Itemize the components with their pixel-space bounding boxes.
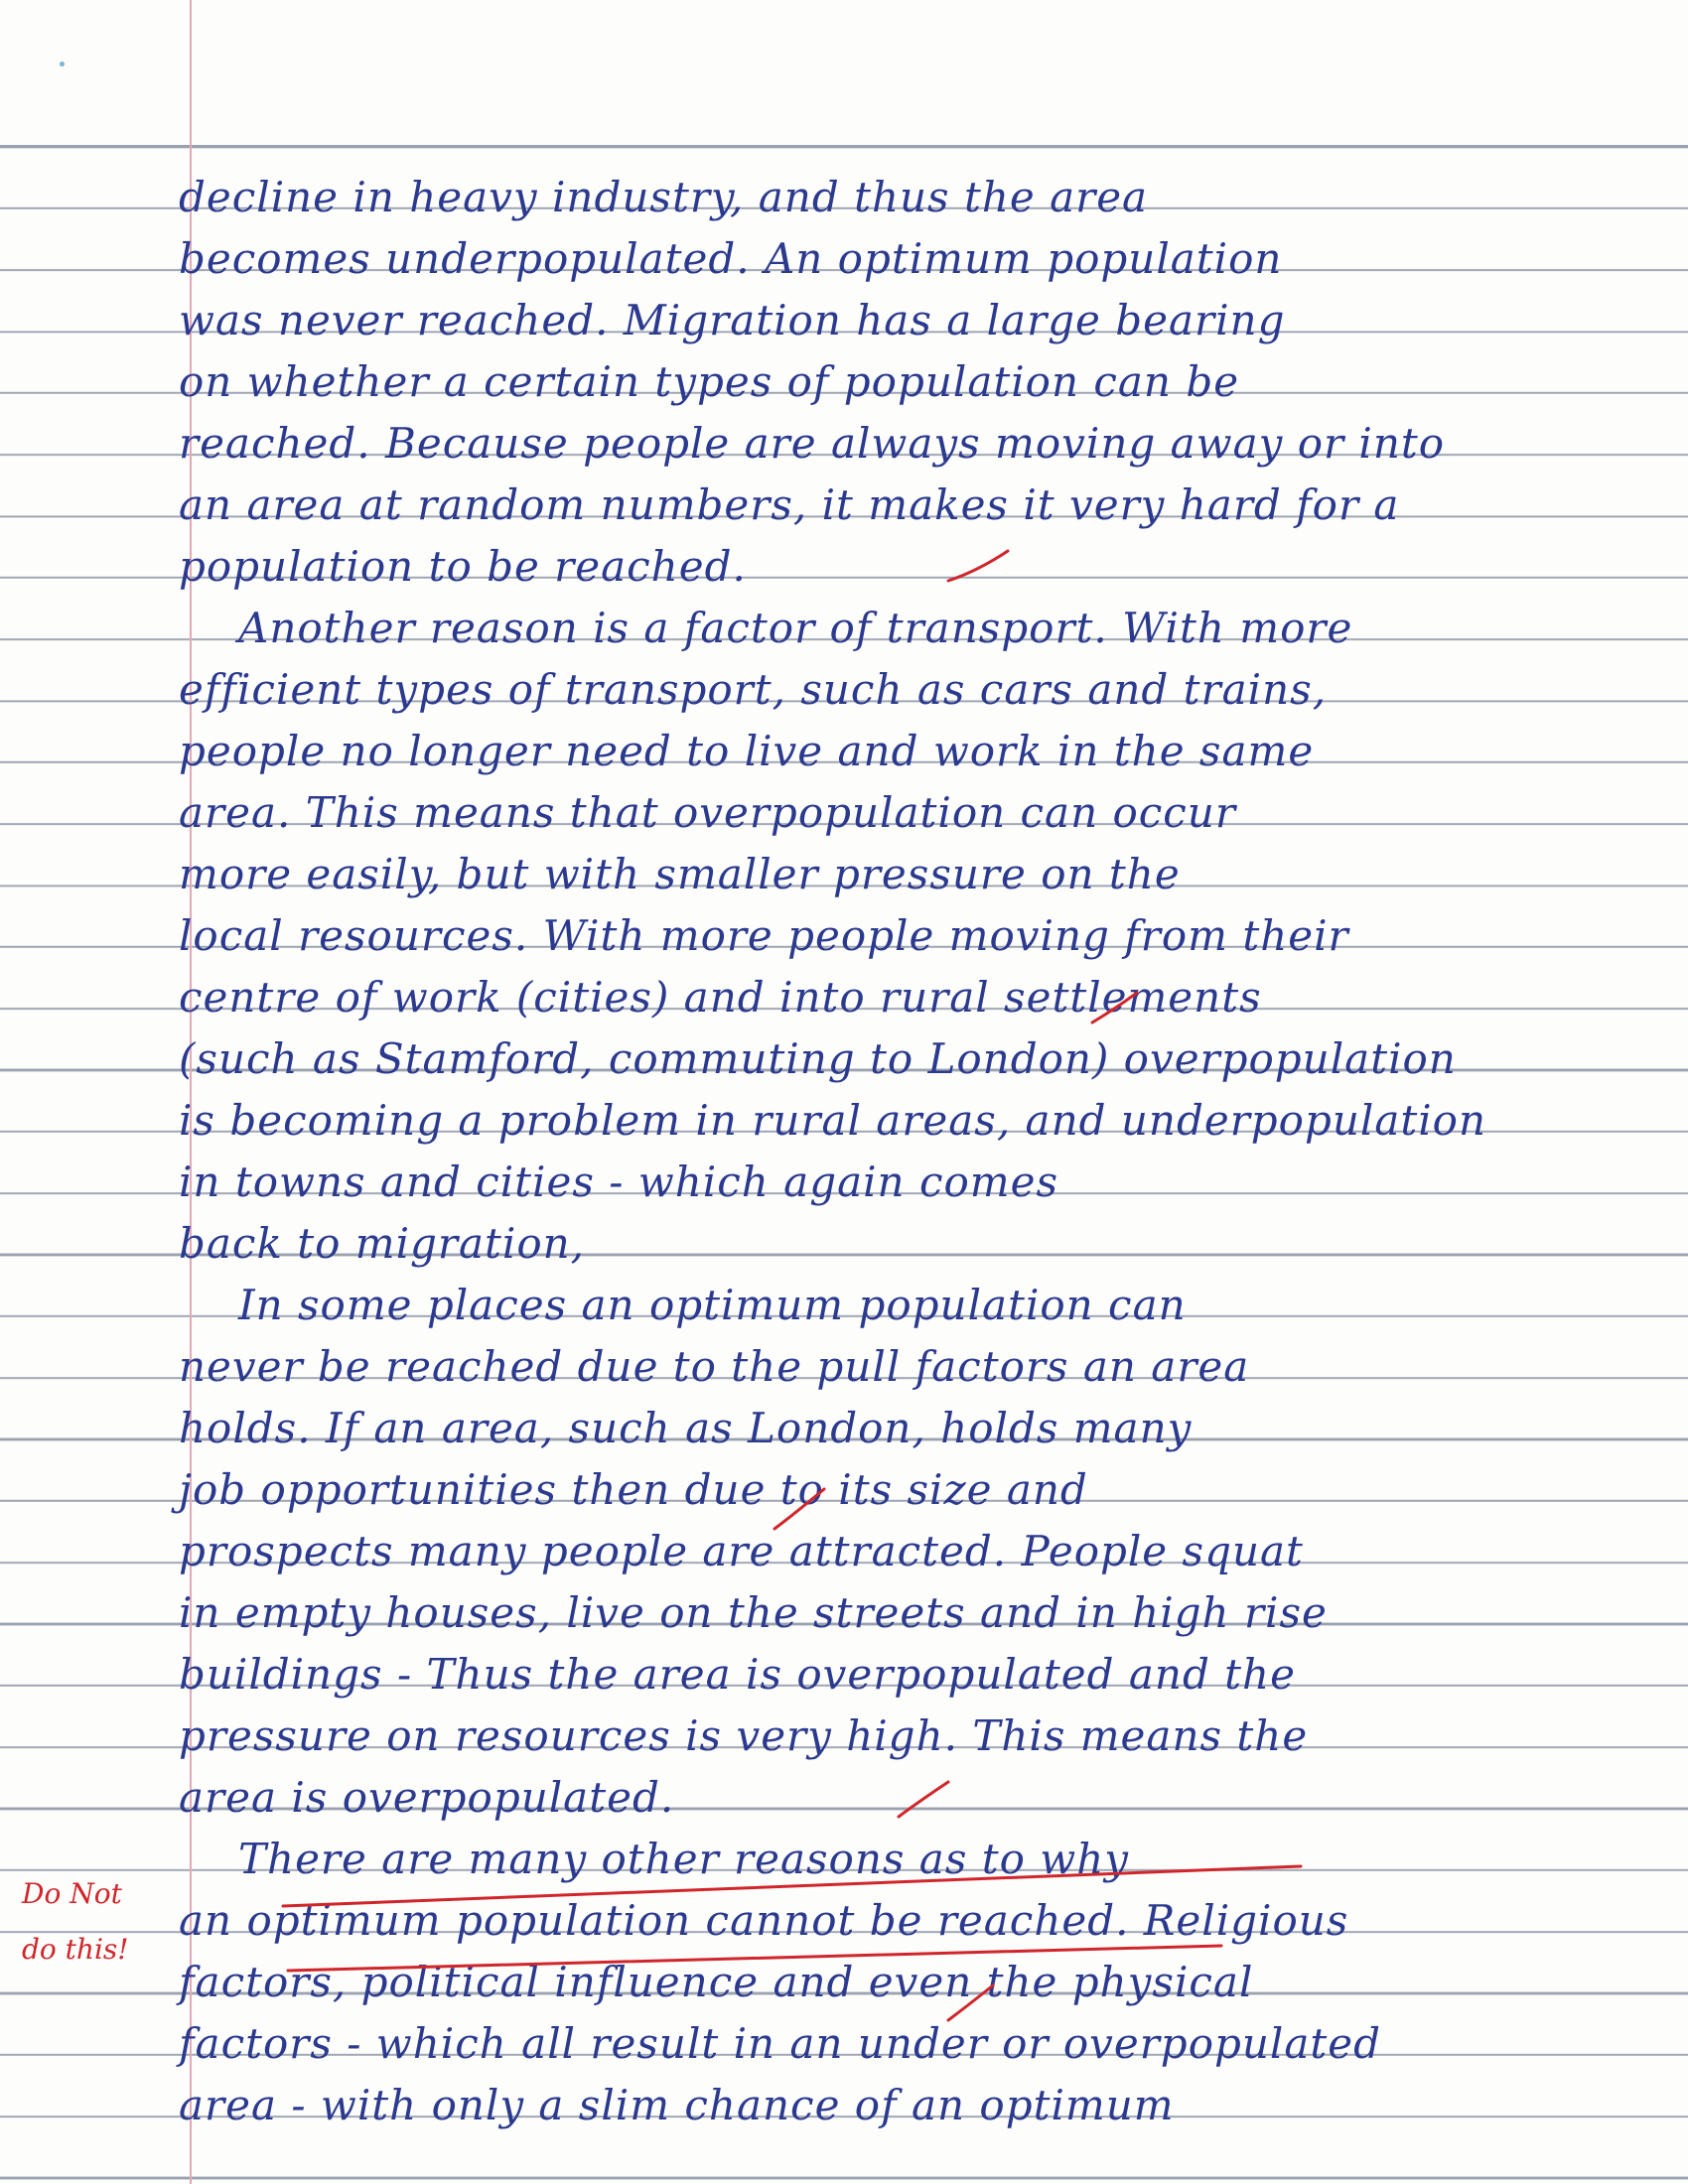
essay-line: factors, political influence and even the physical [179, 1958, 1254, 2006]
essay-line: people no longer need to live and work in the same [179, 727, 1315, 775]
essay-line: in empty houses, live on the streets and in high rise [179, 1588, 1328, 1637]
essay-line: an area at random numbers, it makes it very hard for a [179, 480, 1400, 529]
essay-line: area is overpopulated. [179, 1773, 675, 1822]
essay-line: population to be reached. [179, 542, 747, 591]
essay-line: (such as Stamford, commuting to London) overpopulation [179, 1034, 1457, 1083]
underline-mark [283, 1866, 1301, 1906]
essay-line: on whether a certain types of population can be [179, 357, 1240, 406]
essay-line: becomes underpopulated. An optimum population [179, 234, 1283, 283]
essay-line: pressure on resources is very high. This means the [179, 1711, 1309, 1760]
essay-line: reached. Because people are always moving away or into [179, 419, 1446, 468]
tick-mark [948, 1985, 993, 2020]
annotation-line: Do Not [22, 1877, 122, 1910]
tick-mark [1092, 993, 1137, 1023]
essay-line: local resources. With more people moving from their [179, 911, 1349, 960]
essay-line: centre of work (cities) and into rural settlements [179, 973, 1262, 1022]
essay-line: buildings - Thus the area is overpopulated and the [179, 1650, 1296, 1699]
essay-line: holds. If an area, such as London, holds many [179, 1404, 1193, 1452]
essay-line: an optimum population cannot be reached. Religious [179, 1896, 1349, 1945]
essay-line: There are many other reasons as to why [238, 1835, 1129, 1883]
essay-line: In some places an optimum population can [238, 1281, 1187, 1329]
essay-line: back to migration, [179, 1219, 586, 1268]
essay-line: efficient types of transport, such as cars and trains, [179, 665, 1328, 714]
essay-line: never be reached due to the pull factors an area [179, 1342, 1250, 1391]
essay-line: job opportunities then due to its size and [179, 1465, 1088, 1514]
essay-line: in towns and cities - which again comes [179, 1158, 1058, 1206]
essay-line: prospects many people are attracted. People squat [179, 1527, 1304, 1575]
essay-line: was never reached. Migration has a large bearing [179, 296, 1286, 344]
essay-line: area. This means that overpopulation can occur [179, 788, 1236, 837]
essay-line: Another reason is a factor of transport. With more [238, 604, 1353, 652]
essay-line: decline in heavy industry, and thus the area [179, 173, 1149, 221]
essay-line: more easily, but with smaller pressure on the [179, 850, 1181, 898]
underline-mark [288, 1946, 1221, 1971]
tick-mark [774, 1489, 824, 1529]
essay-line: factors - which all result in an under or overpopulated [179, 2019, 1382, 2068]
annotation-line: do this! [22, 1933, 129, 1966]
tick-mark [948, 551, 1008, 581]
essay-line: area - with only a slim chance of an optimum [179, 2081, 1175, 2129]
essay-line: is becoming a problem in rural areas, and underpopulation [179, 1096, 1487, 1145]
tick-mark [899, 1782, 948, 1817]
